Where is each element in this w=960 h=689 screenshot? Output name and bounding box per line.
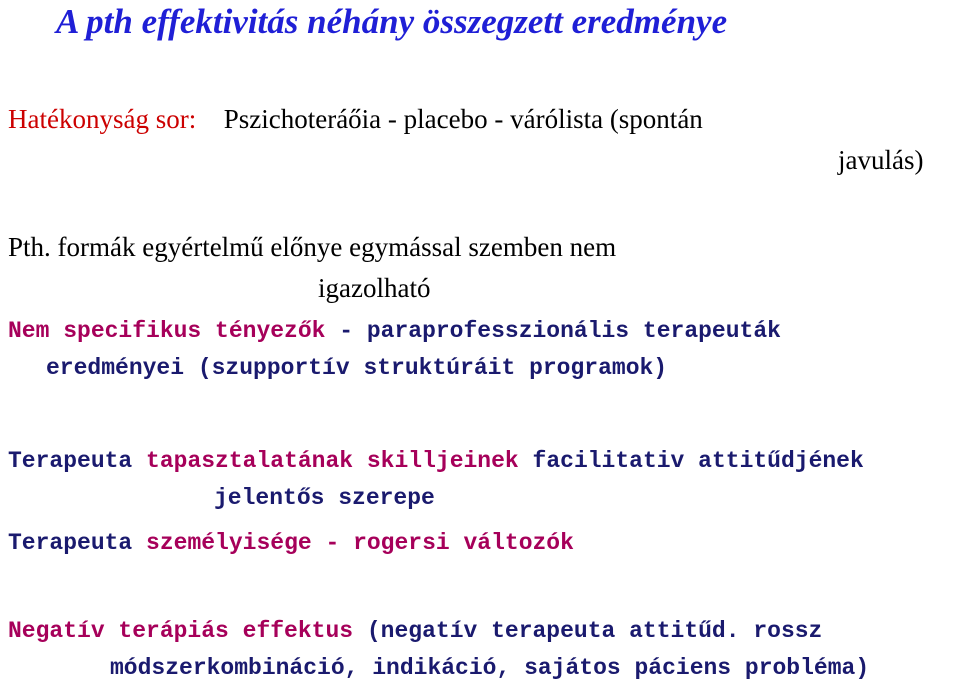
therapist-experience-prefix: Terapeuta (8, 448, 133, 474)
therapist-experience-highlight: tapasztalatának skilljeinek (146, 448, 519, 474)
therapist-personality-highlight: személyisége - rogersi változók (146, 530, 574, 556)
pth-forms-line: Pth. formák egyértelmű előnye egymással szemben nem (8, 232, 617, 262)
pth-forms-continuation: igazolható (318, 273, 431, 303)
nonspecific-factors-rest: - paraprofesszionális terapeuták (339, 318, 781, 344)
nonspecific-factors-line (8, 320, 781, 343)
therapist-personality-prefix: Terapeuta (8, 530, 133, 556)
nonspecific-factors-continuation: eredményei (szupportív struktúráit programok) (46, 355, 668, 381)
negative-effect-highlight: Negatív terápiás effektus (8, 618, 354, 644)
efficacy-order-line (8, 106, 703, 133)
negative-effect-continuation: módszerkombináció, indikáció, sajátos páciens probléma) (110, 655, 870, 681)
efficacy-order-label: Hatékonyság sor: (8, 104, 197, 134)
therapist-experience-line (8, 450, 864, 473)
negative-effect-line (8, 620, 822, 643)
efficacy-order-continuation: javulás) (838, 145, 924, 175)
therapist-experience-rest: facilitativ attitűdjének (532, 448, 864, 474)
nonspecific-factors-highlight: Nem specifikus tényezők (8, 318, 326, 344)
therapist-experience-continuation: jelentős szerepe (214, 485, 435, 511)
efficacy-order-text: Pszichoteráőia - placebo - várólista (spontán (223, 104, 703, 134)
page-title: A pth effektivitás néhány összegzett eredménye (56, 2, 728, 41)
negative-effect-rest: (negatív terapeuta attitűd. rossz (366, 618, 823, 644)
therapist-personality-line (8, 532, 574, 555)
